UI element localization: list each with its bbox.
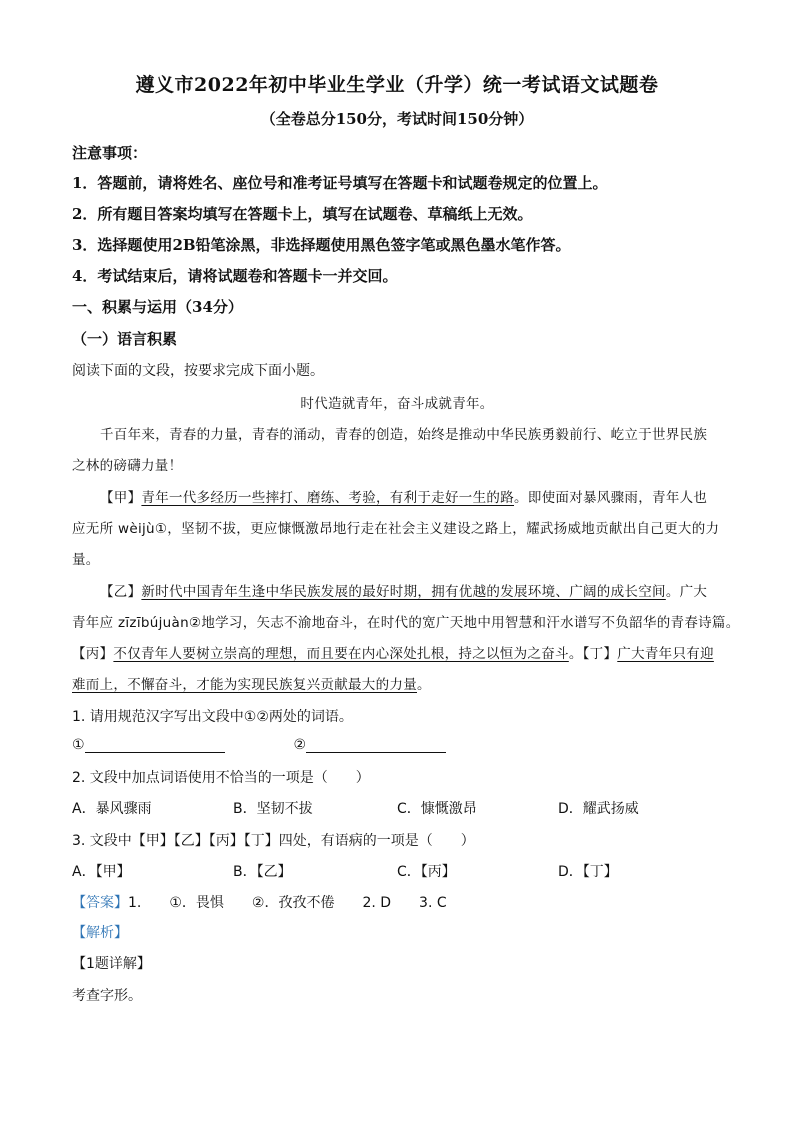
tag-yi: 【乙】: [100, 584, 142, 600]
q3-option-d: D．【丁】: [558, 864, 618, 880]
q2-option-a: A．暴风骤雨: [72, 801, 152, 817]
passage-p3-line2: 青年应 zīzībújuàn②地学习，矢志不渝地奋斗，在时代的宽广天地中用智慧和汗水谱写不负韶华的青春诗篇。: [72, 615, 740, 631]
passage-p2-line1: [72, 486, 722, 506]
passage-p2-line3: 量。: [72, 552, 100, 568]
notice-heading: 注意事项：: [72, 144, 148, 162]
notice-item-4: 4．考试结束后，请将试题卷和答题卡一并交回。: [72, 267, 398, 285]
tag-bing: 【丙】: [72, 646, 114, 662]
passage-title: 时代造就青年，奋斗成就青年。: [300, 396, 494, 412]
passage-p2-line2: 应无所 wèijù①，坚韧不拔，更应慷慨激昂地行走在社会主义建设之路上，耀武扬威地贡献出自己更大的力: [72, 521, 720, 537]
sentence-yi: 新时代中国青年生逢中华民族发展的最好时期，拥有优越的发展环境、广阔的成长空间: [141, 584, 666, 600]
question-1: 1. 请用规范汉字写出文段中①②两处的词语。: [72, 709, 353, 725]
page-title: 遵义市2022年初中毕业生学业（升学）统一考试语文试题卷: [135, 74, 659, 96]
q2-option-b: B．坚韧不拔: [233, 801, 313, 817]
notice-item-3: 3．选择题使用2B铅笔涂黑，非选择题使用黑色签字笔或黑色墨水笔作答。: [72, 236, 571, 254]
notice-item-1: 1．答题前，请将姓名、座位号和准考证号填写在答题卡和试题卷规定的位置上。: [72, 174, 608, 192]
sentence-jia: 青年一代多经历一些摔打、磨练、考验，有利于走好一生的路: [141, 490, 515, 506]
page-subtitle: （全卷总分150分，考试时间150分钟）: [260, 110, 534, 128]
question-1-blanks: [72, 737, 446, 753]
tag-jia: 【甲】: [100, 490, 142, 506]
passage-p4-line1: [72, 642, 722, 662]
blank-1-label: ①: [72, 737, 85, 753]
passage-p1-line1: 千百年来，青春的力量，青春的涌动，青春的创造，始终是推动中华民族勇毅前行、屹立于世界民族: [100, 427, 708, 443]
q2-option-c: C．慷慨激昂: [397, 801, 477, 817]
section-instruction: 阅读下面的文段，按要求完成下面小题。: [72, 363, 324, 379]
passage-p4-line2: [72, 673, 722, 693]
passage-p4-end: 。: [417, 677, 431, 693]
detail-label: 【1题详解】: [72, 956, 151, 972]
sentence-ding-start: 广大青年只有迎: [617, 646, 714, 662]
question-3: 3. 文段中【甲】【乙】【丙】【丁】四处，有语病的一项是（ ）: [72, 833, 475, 849]
passage-p3-line1: [72, 580, 722, 600]
analysis-label: 【解析】: [72, 925, 128, 941]
passage-p2-rest: 。即使面对暴风骤雨，青年人也: [514, 490, 708, 506]
sentence-bing: 不仅青年人要树立崇高的理想，而且要在内心深处扎根，持之以恒为之奋斗: [113, 646, 569, 662]
answer-label: 【答案】: [72, 895, 128, 911]
answer-text: 1. ①．畏惧 ②．孜孜不倦 2. D 3. C: [128, 895, 447, 911]
q3-option-c: C．【丙】: [397, 864, 456, 880]
detail-text: 考查字形。: [72, 988, 142, 1004]
section-heading: 一、积累与运用（34分）: [72, 298, 243, 316]
sentence-ding-end: 难而上，不懈奋斗，才能为实现民族复兴贡献最大的力量: [72, 677, 417, 693]
section-subheading: （一）语言积累: [72, 330, 178, 348]
q2-option-d: D．耀武扬威: [558, 801, 639, 817]
notice-item-2: 2．所有题目答案均填写在答题卡上，填写在试题卷、草稿纸上无效。: [72, 205, 533, 223]
question-2: 2. 文段中加点词语使用不恰当的一项是（ ）: [72, 770, 370, 786]
q3-option-b: B．【乙】: [233, 864, 292, 880]
passage-p3-rest: 。广大: [665, 584, 708, 600]
blank-1-line[interactable]: [85, 738, 225, 753]
passage-p1-line2: 之林的磅礴力量！: [72, 458, 183, 474]
blank-2-label: ②: [293, 737, 307, 753]
answer-line: [72, 892, 447, 912]
q3-option-a: A．【甲】: [72, 864, 131, 880]
blank-2-line[interactable]: [306, 738, 446, 753]
tag-ding: 。【丁】: [568, 646, 618, 662]
